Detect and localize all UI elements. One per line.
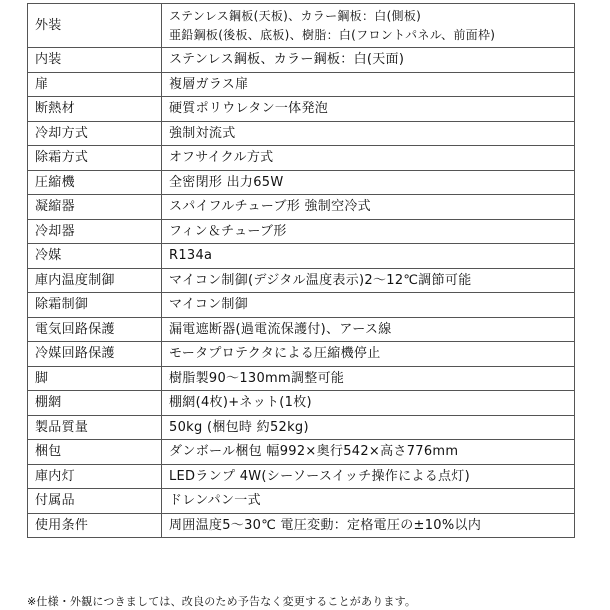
row-label: 冷却方式 [28,121,162,146]
spec-row-condenser [28,195,575,220]
row-label: 凝縮器 [28,195,162,220]
row-label: 内装 [28,48,162,73]
row-label: 脚 [28,366,162,391]
row-value: モータプロテクタによる圧縮機停止 [162,342,575,367]
row-value: マイコン制御(デジタル温度表示)2～12℃調節可能 [162,268,575,293]
row-label: 庫内温度制御 [28,268,162,293]
row-value: オフサイクル方式 [162,146,575,171]
row-value: 50kg (梱包時 約52kg) [162,415,575,440]
row-label: 除霜制御 [28,293,162,318]
row-value: フィン＆チューブ形 [162,219,575,244]
spec-row-insulation [28,97,575,122]
row-label: 除霜方式 [28,146,162,171]
row-label: 圧縮機 [28,170,162,195]
row-label: 梱包 [28,440,162,465]
row-value: ステンレス鋼板、カラー鋼板：白(天面) [162,48,575,73]
spec-table [27,3,575,538]
spec-row-exterior [28,4,575,48]
spec-row-compressor [28,170,575,195]
row-value: 漏電遮断器(過電流保護付)、アース線 [162,317,575,342]
row-value: マイコン制御 [162,293,575,318]
spec-row-accessories [28,489,575,514]
row-value: 強制対流式 [162,121,575,146]
row-value: 全密閉形 出力65W [162,170,575,195]
footnote: ※仕様・外観につきましては、改良のため予告なく変更することがあります。 [27,595,417,608]
spec-row-shelves [28,391,575,416]
spec-row-door [28,72,575,97]
row-label: 庫内灯 [28,464,162,489]
row-value [162,4,575,48]
row-label: 製品質量 [28,415,162,440]
spec-row-operating-conditions [28,513,575,538]
spec-row-defrost-control [28,293,575,318]
row-value: 樹脂製90～130mm調整可能 [162,366,575,391]
spec-row-interior [28,48,575,73]
row-label: 冷媒 [28,244,162,269]
row-label: 付属品 [28,489,162,514]
row-value: スパイフルチューブ形 強制空冷式 [162,195,575,220]
row-value: LEDランプ 4W(シーソースイッチ操作による点灯) [162,464,575,489]
spec-row-packaging [28,440,575,465]
spec-row-interior-light [28,464,575,489]
row-label: 使用条件 [28,513,162,538]
spec-row-legs [28,366,575,391]
row-label: 扉 [28,72,162,97]
row-label: 断熱材 [28,97,162,122]
spec-row-electrical-protection [28,317,575,342]
spec-row-refrigerant [28,244,575,269]
row-value: 複層ガラス扉 [162,72,575,97]
row-value-line: ステンレス鋼板(天板)、カラー鋼板：白(側板) [169,8,422,23]
spec-row-refrigerant-protection [28,342,575,367]
spec-row-evaporator [28,219,575,244]
row-label: 棚網 [28,391,162,416]
row-label: 冷却器 [28,219,162,244]
row-value: 硬質ポリウレタン一体発泡 [162,97,575,122]
row-value: 棚網(4枚)+ネット(1枚) [162,391,575,416]
spec-row-temperature-control [28,268,575,293]
row-value: R134a [162,244,575,269]
row-value: 周囲温度5～30℃ 電圧変動：定格電圧の±10%以内 [162,513,575,538]
spec-row-weight [28,415,575,440]
row-value: ダンボール梱包 幅992×奥行542×高さ776mm [162,440,575,465]
row-label: 電気回路保護 [28,317,162,342]
row-label: 外装 [28,4,162,48]
row-value-line: 亜鉛鋼板(後板、底板)、樹脂：白(フロントパネル、前面枠) [169,27,496,42]
spec-row-cooling-method [28,121,575,146]
row-label: 冷媒回路保護 [28,342,162,367]
spec-row-defrost-method [28,146,575,171]
row-value: ドレンパン一式 [162,489,575,514]
